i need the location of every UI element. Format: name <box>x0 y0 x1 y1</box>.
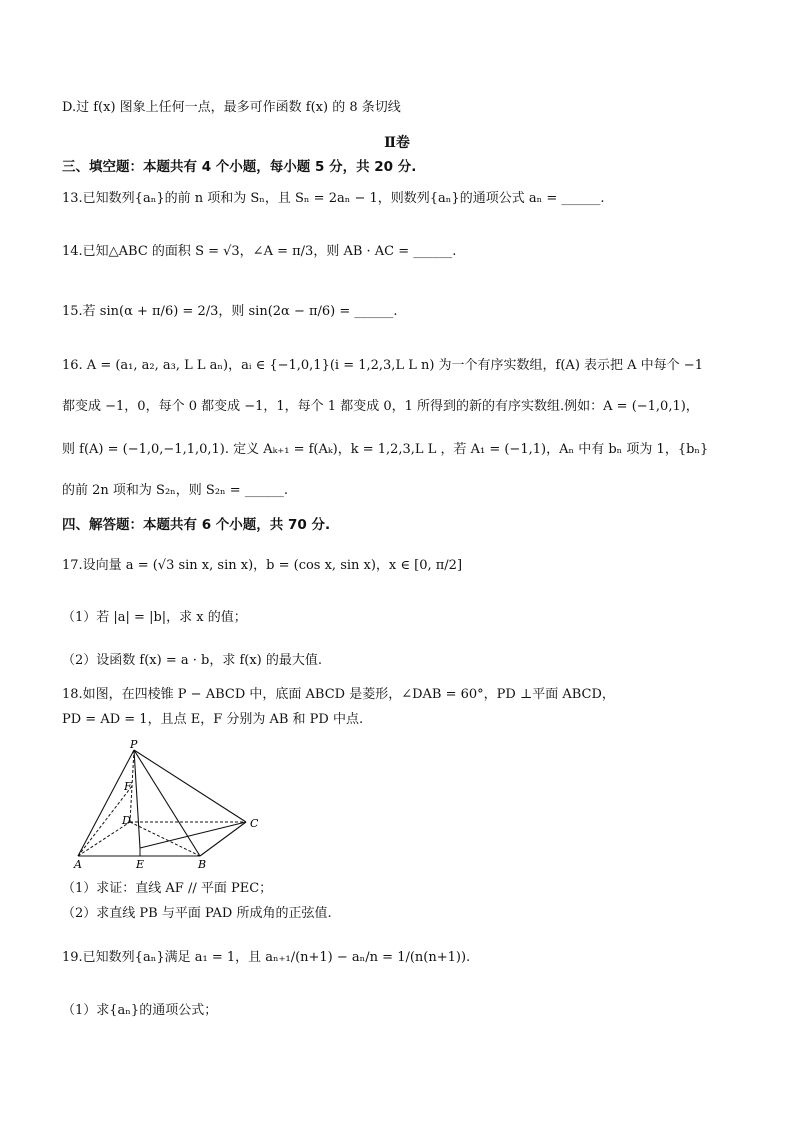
label-e: E <box>136 858 145 871</box>
question-16-line-3: 则 f(A) = (−1,0,−1,1,0,1). 定义 Aₖ₊₁ = f(Aₖ)，k = 1,2,3,L L ，若 A₁ = (−1,1)，Aₙ 中有 bₙ 项为 1，{bₙ} <box>62 442 709 457</box>
label-b: B <box>198 858 207 871</box>
option-d: D.过 f(x) 图象上任何一点，最多可作函数 f(x) 的 8 条切线 <box>62 100 401 115</box>
label-f: F <box>124 780 132 793</box>
question-18-part-2: （2）求直线 PB 与平面 PAD 所成角的正弦值. <box>62 906 332 921</box>
label-a: A <box>74 858 82 871</box>
section-answer-heading: 四、解答题：本题共有 6 个小题，共 70 分. <box>62 517 331 533</box>
question-17: 17.设向量 a = (√3 sin x, sin x)，b = (cos x, sin x)，x ∈ [0, π/2] <box>62 558 463 573</box>
question-16-line-2: 都变成 −1，0，每个 0 都变成 −1，1，每个 1 都变成 0，1 所得到的新的有序实数组.例如：A = (−1,0,1)， <box>62 399 699 414</box>
volume-title: Ⅱ卷 <box>384 135 410 151</box>
question-14: 14.已知△ABC 的面积 S = √3，∠A = π/3，则 AB · AC = ______. <box>62 244 457 259</box>
label-d: D <box>122 814 131 827</box>
question-15: 15.若 sin(α + π/6) = 2/3，则 sin(2α − π/6) = ______. <box>62 304 398 319</box>
question-16-line-4: 的前 2n 项和为 S₂ₙ，则 S₂ₙ = ______. <box>62 483 288 498</box>
question-19: 19.已知数列{aₙ}满足 a₁ = 1，且 aₙ₊₁/(n+1) − aₙ/n = 1/(n(n+1)). <box>62 950 471 965</box>
pyramid-figure <box>68 738 278 873</box>
question-17-part-1: （1）若 |a| = |b|，求 x 的值； <box>62 610 247 625</box>
question-18-part-1: （1）求证：直线 AF // 平面 PEC； <box>62 881 273 896</box>
section-fill-in-heading: 三、填空题：本题共有 4 个小题，每小题 5 分，共 20 分. <box>62 159 417 175</box>
question-16-line-1: 16. A = (a₁, a₂, a₃, L L aₙ)，aᵢ ∈ {−1,0,1}(i = 1,2,3,L L n) 为一个有序实数组，f(A) 表示把 A 中每个 −1 <box>62 358 703 373</box>
question-17-part-2: （2）设函数 f(x) = a · b，求 f(x) 的最大值. <box>62 653 323 668</box>
label-p: P <box>130 738 138 751</box>
label-c: C <box>250 817 259 830</box>
question-18: 18.如图，在四棱锥 P − ABCD 中，底面 ABCD 是菱形，∠DAB = 60°，PD ⊥平面 ABCD， <box>62 687 615 702</box>
question-13: 13.已知数列{aₙ}的前 n 项和为 Sₙ，且 Sₙ = 2aₙ − 1，则数列{aₙ}的通项公式 aₙ = ______. <box>62 191 605 206</box>
question-18-line-2: PD = AD = 1，且点 E，F 分别为 AB 和 PD 中点. <box>62 712 364 727</box>
question-19-part-1: （1）求{aₙ}的通项公式； <box>62 1003 218 1018</box>
